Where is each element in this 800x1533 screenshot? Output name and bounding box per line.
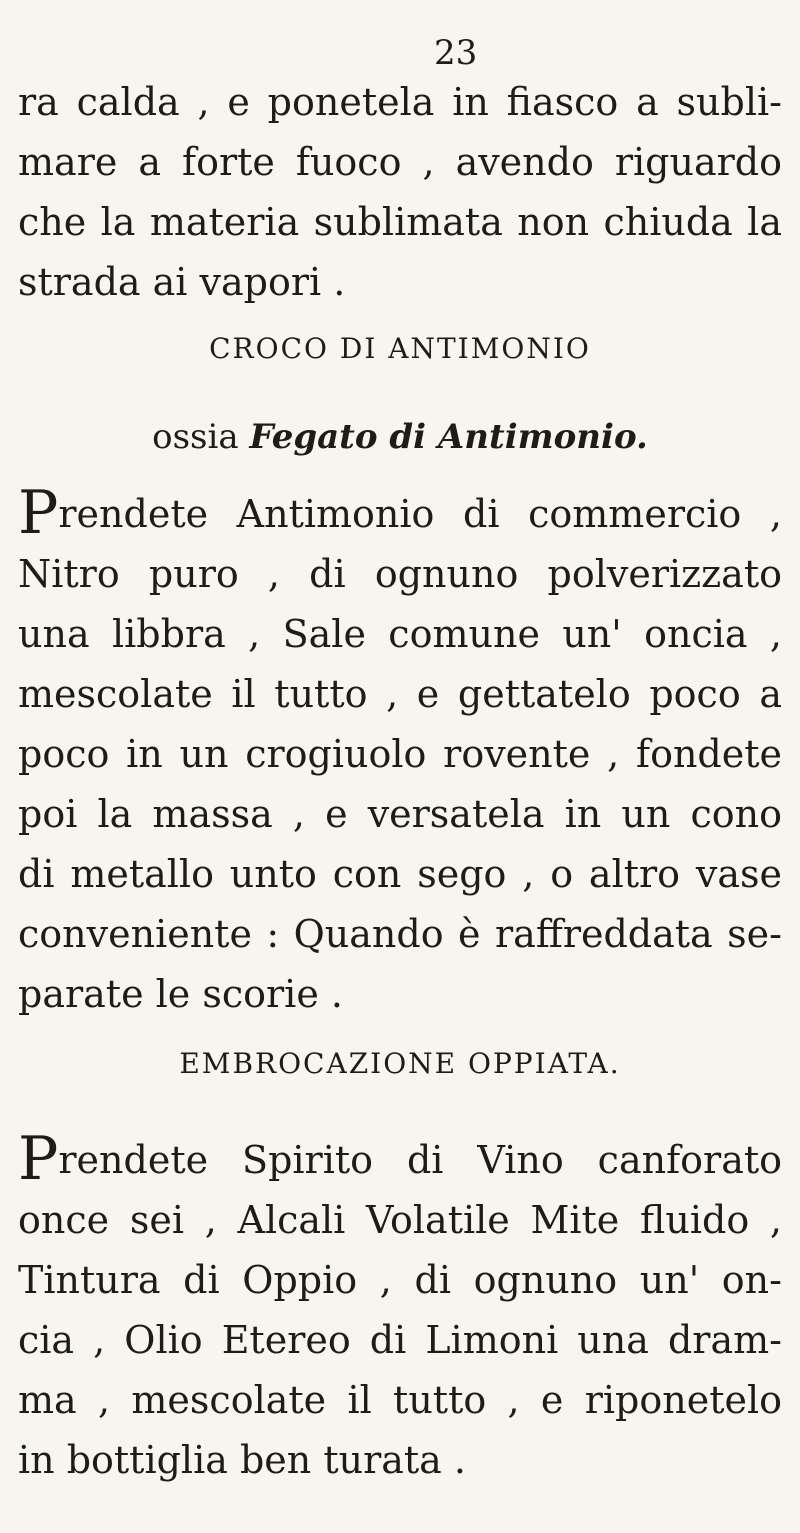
text-line: Tintura di Oppio , di ognuno un' on- [18,1258,782,1302]
text-line: once sei , Alcali Volatile Mite fluido , [18,1198,782,1242]
first-line-text: rendete Antimonio di commercio , [58,492,782,536]
text-line: conveniente : Quando è raffreddata se- [18,912,782,956]
text-line: mare a forte fuoco , avendo riguardo [18,140,782,184]
section-subtitle [0,417,800,457]
continuation-paragraph [18,72,782,312]
text-line: cia , Olio Etereo di Limoni una dram- [18,1318,782,1362]
text-line: ra calda , e ponetela in fiasco a subli- [18,80,782,124]
text-line: parate le scorie . [18,972,343,1016]
text-line: Nitro puro , di ognuno polverizzato [18,552,782,596]
subtitle-prefix: ossia [152,417,239,457]
first-line-text: rendete Spirito di Vino canforato [58,1138,782,1182]
recipe-paragraph-croco [18,478,782,1024]
text-line: che la materia sublimata non chiuda la [18,200,782,244]
recipe-paragraph-embrocazione [18,1124,782,1490]
text-line: poi la massa , e versatela in un cono [18,792,782,836]
text-line: di metallo unto con sego , o altro vase [18,852,782,896]
subtitle-italic: Fegato di Antimonio. [249,417,648,457]
drop-cap: P [18,1124,59,1194]
text-line [18,478,782,548]
page-number: 23 [434,33,478,73]
text-line: poco in un crogiuolo rovente , fondete [18,732,782,776]
text-line: ma , mescolate il tutto , e riponetelo [18,1378,782,1422]
text-line [18,1124,782,1194]
text-line: una libbra , Sale comune un' oncia , [18,612,782,656]
text-line: in bottiglia ben turata . [18,1438,466,1482]
text-line: strada ai vapori . [18,260,346,304]
section-heading-croco: CROCO DI ANTIMONIO [209,332,591,365]
section-heading-embrocazione: EMBROCAZIONE OPPIATA. [179,1047,621,1080]
drop-cap: P [18,478,59,548]
text-line: mescolate il tutto , e gettatelo poco a [18,672,782,716]
